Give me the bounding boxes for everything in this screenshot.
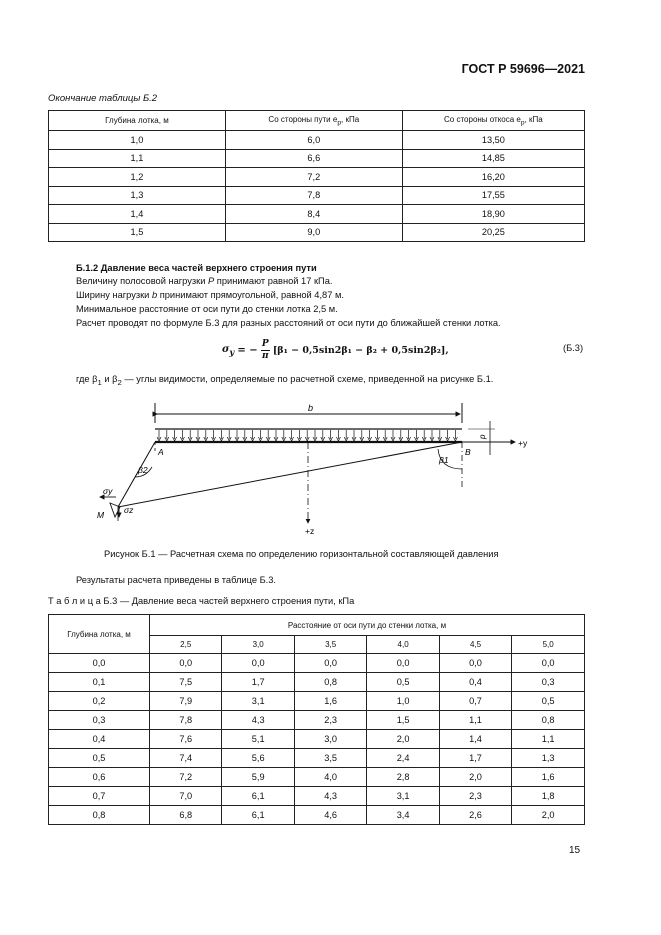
table-row xyxy=(49,692,585,711)
table-cell: 14,85 xyxy=(402,149,584,168)
table-cell: 7,8 xyxy=(150,711,222,730)
formula-eq: = − xyxy=(237,345,258,356)
table-row xyxy=(49,711,585,730)
table-cell: 7,0 xyxy=(150,787,222,806)
col-header-distance: 5,0 xyxy=(512,636,585,654)
table-cell: 3,0 xyxy=(294,730,366,749)
table-cell: 2,4 xyxy=(367,749,439,768)
label-A: A xyxy=(158,447,164,457)
table-cell: 17,55 xyxy=(402,186,584,205)
table-cell: 1,4 xyxy=(49,205,226,224)
table-row xyxy=(49,186,585,205)
table-cell: 1,3 xyxy=(512,749,585,768)
table-cell: 1,7 xyxy=(439,749,511,768)
table-cell: 2,0 xyxy=(439,768,511,787)
paragraph-calculation: Расчет проводят по формуле Б.3 для разных расстояний от оси пути до ближайшей стенки лотка. xyxy=(76,318,501,328)
table-cell: 16,20 xyxy=(402,168,584,187)
table-cell: 0,7 xyxy=(439,692,511,711)
table-cell: 4,3 xyxy=(294,787,366,806)
label-sigma-z: σz xyxy=(124,505,134,515)
table-b3 xyxy=(48,614,585,825)
table-cell: 0,4 xyxy=(49,730,150,749)
col-header-depth: Глубина лотка, м xyxy=(49,615,150,654)
table-cell: 1,6 xyxy=(512,768,585,787)
col-header-distance: 4,0 xyxy=(367,636,439,654)
section-title: Б.1.2 Давление веса частей верхнего строения пути xyxy=(76,263,317,273)
table-cell: 0,8 xyxy=(49,806,150,825)
table-row xyxy=(49,806,585,825)
table-cell: 1,1 xyxy=(512,730,585,749)
table-cell: 13,50 xyxy=(402,131,584,150)
table-row xyxy=(49,749,585,768)
table-cell: 1,7 xyxy=(222,673,294,692)
table-row xyxy=(49,168,585,187)
table-b2 xyxy=(48,110,585,242)
table-cell: 0,2 xyxy=(49,692,150,711)
table-cell: 7,9 xyxy=(150,692,222,711)
table-cell: 0,0 xyxy=(150,654,222,673)
table-cell: 2,6 xyxy=(439,806,511,825)
table-row xyxy=(49,205,585,224)
table-cell: 0,4 xyxy=(439,673,511,692)
table-row xyxy=(49,654,585,673)
table-cell: 0,0 xyxy=(294,654,366,673)
label-p: p xyxy=(478,434,487,439)
table-cell: 2,0 xyxy=(367,730,439,749)
table-cell: 1,1 xyxy=(439,711,511,730)
col-header-group: Расстояние от оси пути до стенки лотка, м xyxy=(150,615,585,636)
table-cell: 0,0 xyxy=(439,654,511,673)
page-number: 15 xyxy=(569,845,581,856)
table-row xyxy=(49,131,585,150)
table-cell: 0,5 xyxy=(512,692,585,711)
table-cell: 6,6 xyxy=(225,149,402,168)
table-row xyxy=(49,149,585,168)
formula-fraction: $\frac{P}{\pi}$ xyxy=(261,339,269,361)
table-row xyxy=(49,787,585,806)
table-b2-caption: Окончание таблицы Б.2 xyxy=(48,93,158,104)
table-header-row xyxy=(49,111,585,131)
table-cell: 3,1 xyxy=(367,787,439,806)
table-cell: 7,5 xyxy=(150,673,222,692)
table-cell: 0,0 xyxy=(49,654,150,673)
table-cell: 1,5 xyxy=(49,223,226,242)
table-cell: 3,5 xyxy=(294,749,366,768)
table-row xyxy=(49,768,585,787)
point-m-element xyxy=(110,503,120,517)
sight-line-A xyxy=(118,442,155,507)
results-text: Результаты расчета приведены в таблице Б.3. xyxy=(76,575,277,585)
equation-number: (Б.3) xyxy=(563,343,584,353)
table-cell: 7,2 xyxy=(225,168,402,187)
table-cell: 5,6 xyxy=(222,749,294,768)
table-cell: 0,0 xyxy=(512,654,585,673)
table-cell: 2,8 xyxy=(367,768,439,787)
table-cell: 18,90 xyxy=(402,205,584,224)
figure-caption: Рисунок Б.1 — Расчетная схема по определению горизонтальной составляющей давления xyxy=(104,549,499,559)
label-y: +y xyxy=(518,438,528,448)
table-cell: 0,0 xyxy=(367,654,439,673)
table-cell: 5,1 xyxy=(222,730,294,749)
col-header-distance: 3,5 xyxy=(294,636,366,654)
table-cell: 7,2 xyxy=(150,768,222,787)
table-cell: 4,3 xyxy=(222,711,294,730)
formula-body: [β₁ − 0,5sin2β₁ − β₂ + 0,5sin2β₂], xyxy=(272,345,449,356)
table-cell: 2,0 xyxy=(512,806,585,825)
label-beta1: β1 xyxy=(439,455,449,465)
table-cell: 20,25 xyxy=(402,223,584,242)
col-header-slope-side: Со стороны откоса $e_p$, кПа xyxy=(402,111,584,131)
table-cell: 0,5 xyxy=(49,749,150,768)
table-cell: 1,0 xyxy=(367,692,439,711)
label-beta2: β2 xyxy=(138,465,148,475)
label-b: b xyxy=(308,403,314,413)
paragraph-load-value: Величину полосовой нагрузки P принимают равной 17 кПа. xyxy=(76,276,333,286)
table-cell: 0,3 xyxy=(49,711,150,730)
col-header-depth: Глубина лотка, м xyxy=(49,111,226,131)
table-cell: 1,6 xyxy=(294,692,366,711)
table-b3-caption: Т а б л и ц а Б.3 — Давление веса частей верхнего строения пути, кПа xyxy=(48,596,355,606)
table-cell: 0,6 xyxy=(49,768,150,787)
table-cell: 3,4 xyxy=(367,806,439,825)
table-cell: 0,3 xyxy=(512,673,585,692)
paragraph-min-distance: Минимальное расстояние от оси пути до стенки лотка 2,5 м. xyxy=(76,304,338,314)
sight-line-B xyxy=(118,442,462,507)
formula-b3 xyxy=(222,339,449,362)
table-row xyxy=(49,730,585,749)
col-header-track-side: Со стороны пути $e_p$, кПа xyxy=(225,111,402,131)
table-header-row xyxy=(49,615,585,636)
col-header-distance: 4,5 xyxy=(439,636,511,654)
table-cell: 1,4 xyxy=(439,730,511,749)
table-cell: 0,8 xyxy=(512,711,585,730)
table-cell: 0,0 xyxy=(222,654,294,673)
label-z: +z xyxy=(305,526,315,536)
table-cell: 6,1 xyxy=(222,787,294,806)
table-row xyxy=(49,673,585,692)
document-header: ГОСТ Р 59696—2021 xyxy=(461,62,585,76)
table-cell: 7,8 xyxy=(225,186,402,205)
table-cell: 0,7 xyxy=(49,787,150,806)
table-cell: 0,1 xyxy=(49,673,150,692)
label-M: M xyxy=(97,510,105,520)
load-arrows xyxy=(157,430,457,441)
table-cell: 7,4 xyxy=(150,749,222,768)
table-cell: 4,6 xyxy=(294,806,366,825)
table-cell: 6,0 xyxy=(225,131,402,150)
table-cell: 1,1 xyxy=(49,149,226,168)
table-cell: 1,8 xyxy=(512,787,585,806)
table-row xyxy=(49,223,585,242)
table-cell: 4,0 xyxy=(294,768,366,787)
table-cell: 1,5 xyxy=(367,711,439,730)
table-cell: 1,0 xyxy=(49,131,226,150)
table-cell: 2,3 xyxy=(439,787,511,806)
paragraph-load-width: Ширину нагрузки b принимают прямоугольной, равной 4,87 м. xyxy=(76,290,344,300)
table-cell: 3,1 xyxy=(222,692,294,711)
table-cell: 7,6 xyxy=(150,730,222,749)
table-cell: 1,3 xyxy=(49,186,226,205)
col-header-distance: 3,0 xyxy=(222,636,294,654)
col-header-distance: 2,5 xyxy=(150,636,222,654)
label-B: B xyxy=(465,447,471,457)
table-cell: 1,2 xyxy=(49,168,226,187)
paragraph-where: где $\beta_1$ и $\beta_2$ — углы видимости, определяемые по расчетной схеме, приведенной на рисунке Б.1. xyxy=(76,374,494,387)
table-cell: 6,1 xyxy=(222,806,294,825)
figure-b1-diagram xyxy=(0,395,661,545)
table-cell: 6,8 xyxy=(150,806,222,825)
table-cell: 2,3 xyxy=(294,711,366,730)
label-sigma-y: σy xyxy=(103,486,113,496)
formula-lhs: $\sigma_y$ xyxy=(222,344,235,357)
table-cell: 0,8 xyxy=(294,673,366,692)
table-cell: 8,4 xyxy=(225,205,402,224)
table-cell: 0,5 xyxy=(367,673,439,692)
table-cell: 5,9 xyxy=(222,768,294,787)
table-cell: 9,0 xyxy=(225,223,402,242)
